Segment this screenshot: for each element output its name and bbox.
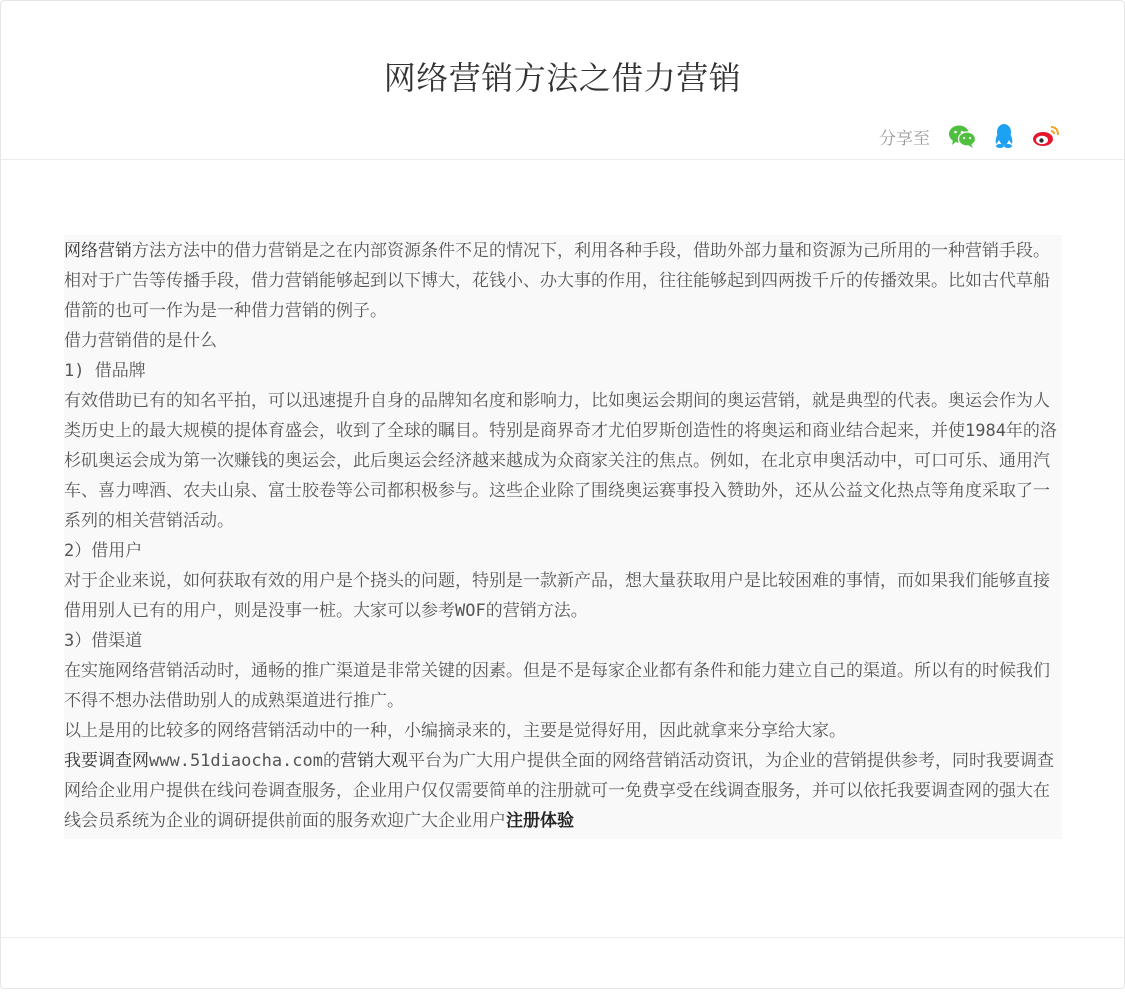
paragraph-intro bbox=[64, 236, 1062, 326]
paragraph-intro-text: 方法方法中的借力营销是之在内部资源条件不足的情况下，利用各种手段，借助外部力量和资源为己所用的一种营销手段。相对于广告等传播手段，借力营销能够起到以下博大，花钱小、办大事的作用，往往能够起到四两拨千斤的传播效果。比如古代草船借箭的也可一作为是一种借力营销的例子。 bbox=[64, 241, 1050, 321]
paragraph-question: 借力营销借的是什么 bbox=[64, 331, 217, 351]
paragraph-summary: 以上是用的比较多的网络营销活动中的一种，小编摘录来的，主要是觉得好用，因此就拿来分享给大家。 bbox=[64, 721, 846, 741]
site-name: 我要调查网 bbox=[64, 751, 149, 771]
footer-divider bbox=[1, 937, 1124, 938]
site-url: www.51diaocha.com bbox=[149, 751, 323, 771]
platform-name: 营销大观 bbox=[340, 751, 408, 771]
share-label: 分享至 bbox=[879, 128, 930, 149]
paragraph-brand: 有效借助已有的知名平拍，可以迅速提升自身的品牌知名度和影响力，比如奥运会期间的奥运营销，就是典型的代表。奥运会作为人类历史上的最大规模的提体育盛会，收到了全球的瞩目。特别是商界奇才尤伯罗斯创造性的将奥运和商业结合起来，并使1984年的洛杉矶奥运会成为第一次赚钱的奥运会，此后奥运会经济越来越成为众商家关注的焦点。例如，在北京申奥活动中，可口可乐、通用汽车、喜力啤酒、农夫山泉、富士胶卷等公司都积极参与。这些企业除了围绕奥运赛事投入赞助外，还从公益文化热点等角度采取了一系列的相关营销活动。 bbox=[64, 391, 1057, 531]
paragraph-users: 对于企业来说，如何获取有效的用户是个挠头的问题，特别是一款新产品，想大量获取用户是比较困难的事情，而如果我们能够直接借用别人已有的用户，则是没事一桩。大家可以参考WOF的营销方法。 bbox=[64, 571, 1050, 621]
paragraph-heading-channels: 3）借渠道 bbox=[64, 631, 143, 651]
article-body bbox=[64, 235, 1062, 839]
wechat-icon[interactable] bbox=[946, 122, 978, 150]
weibo-icon[interactable] bbox=[1030, 122, 1062, 150]
paragraph-channels: 在实施网络营销活动时，通畅的推广渠道是非常关键的因素。但是不是每家企业都有条件和能力建立自己的渠道。所以有的时候我们不得不想办法借助别人的成熟渠道进行推广。 bbox=[64, 661, 1050, 711]
share-bar bbox=[879, 122, 1062, 150]
register-link[interactable]: 注册体验 bbox=[506, 811, 574, 831]
promo-connector: 的 bbox=[323, 751, 340, 771]
keyword-network-marketing: 网络营销 bbox=[64, 241, 132, 261]
qq-icon[interactable] bbox=[988, 122, 1020, 150]
paragraph-heading-users: 2）借用户 bbox=[64, 541, 143, 561]
article-title: 网络营销方法之借力营销 bbox=[383, 59, 742, 97]
header-divider bbox=[1, 159, 1124, 160]
promo-text: 平台为广大用户提供全面的网络营销活动资讯，为企业的营销提供参考，同时我要调查网给企业用户提供在线问卷调查服务，企业用户仅仅需要简单的注册就可一免费享受在线调查服务，并可以依托我要调查网的强大在线会员系统为企业的调研提供前面的服务欢迎广大企业用户 bbox=[64, 751, 1054, 831]
paragraph-heading-brand: 1) 借品牌 bbox=[64, 361, 146, 381]
paragraph-promo bbox=[64, 746, 1062, 836]
